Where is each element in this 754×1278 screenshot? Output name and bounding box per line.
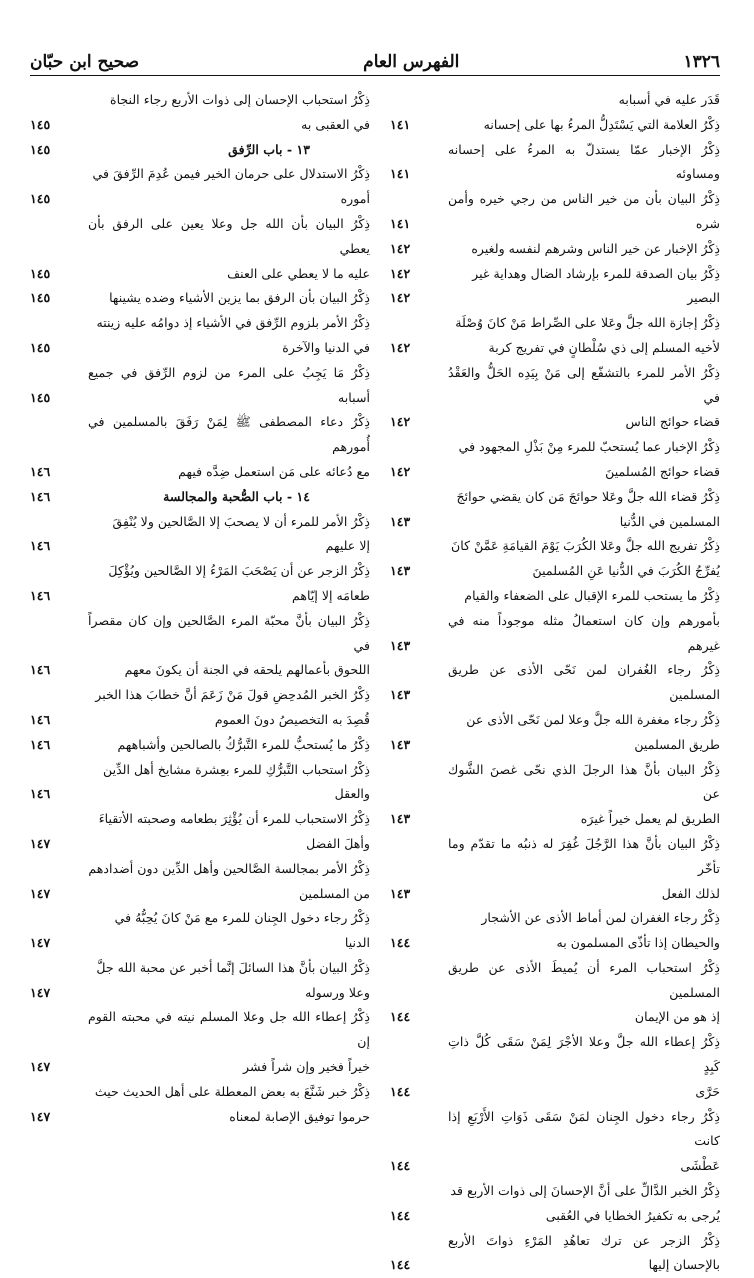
entry-page-number: ١٤٣	[390, 811, 411, 827]
entry-text: في الدنيا والآخرة	[282, 339, 370, 355]
entry-text: ذِكْرُ استحباب التَّبرُّكِ للمرء بعِشرة مشايخ أهل الدِّين	[102, 761, 370, 777]
entry-text: ذِكْرُ مَا يَجِبُ على المرء من لزوم الرِّفق في جميع أسبابه	[88, 364, 370, 405]
index-entry	[390, 584, 720, 609]
index-entry	[390, 807, 720, 832]
index-entry	[390, 1105, 720, 1155]
index-entry	[390, 559, 720, 584]
index-entry	[30, 1105, 370, 1130]
index-entry	[30, 807, 370, 832]
entry-page-number: ١٤٥	[30, 389, 51, 405]
index-entry	[390, 262, 720, 287]
index-entry	[30, 534, 370, 559]
entry-text: ذِكْرُ ما يستحب للمرء الإقبال على الضعفاء والقيام	[464, 587, 720, 603]
entry-text: ذِكْرُ الأمر بلزوم الرِّفق في الأشياء إذ دوامُه عليه زينته	[96, 315, 370, 331]
index-entry	[390, 1080, 720, 1105]
index-entry	[30, 782, 370, 807]
entry-text: في العقبى به	[301, 116, 370, 132]
book-title: صحيح ابن حبّان	[30, 52, 140, 72]
entry-text: ذِكْرُ الأمر بمجالسة الصَّالحين وأهل الدِّين دون أضدادهم	[88, 860, 370, 876]
index-entry	[390, 138, 720, 188]
index-entry	[390, 485, 720, 510]
entry-page-number: ١٤١	[390, 166, 411, 182]
index-entry	[30, 658, 370, 683]
entry-page-number: ١٤٤	[390, 1257, 411, 1273]
index-entry	[390, 410, 720, 435]
index-column-left	[30, 88, 370, 1129]
entry-text: ذِكْرُ البيان بأنَّ هذا السائلَ إنَّما أخبر عن محبة الله جلَّ	[96, 959, 370, 975]
entry-text: ذِكْرُ البيان بأن من خير الناس من رجي خيره وأمن شره	[448, 191, 720, 231]
entry-page-number: ١٤٦	[30, 711, 51, 727]
index-entry	[30, 981, 370, 1006]
index-entry	[30, 336, 370, 361]
index-entry	[390, 88, 720, 113]
index-entry	[30, 460, 370, 485]
index-entry	[390, 113, 720, 138]
entry-text: ذِكْرُ بيان الصدقة للمرء بإرشاد الضال وهداية غير	[472, 265, 720, 281]
entry-text: أموره	[340, 191, 370, 207]
index-column-right	[390, 88, 720, 1278]
entry-text: ذِكْرُ البيان بأن الرفق بما يزين الأشياء وضده يشينها	[109, 290, 370, 306]
entry-text: طعامَه إلا إيّاهم	[292, 587, 370, 603]
entry-page-number: ١٤٢	[390, 463, 411, 479]
entry-page-number: ١٤٧	[30, 984, 51, 1000]
entry-page-number: ١٤٤	[390, 1083, 411, 1099]
entry-text: طريق المسلمين	[634, 736, 720, 752]
entry-text: قُصِدَ به التخصيصُ دونَ العموم	[214, 711, 370, 727]
entry-page-number: ١٤٢	[390, 265, 411, 281]
index-entry	[30, 311, 370, 336]
entry-page-number: ١٤١	[390, 116, 411, 132]
index-entry	[30, 584, 370, 609]
entry-text: حَرَّى	[695, 1083, 720, 1099]
entry-text: ذِكْرُ دعاء المصطفى ﷺ لِمَنْ رَفَقَ بالمسلمين في أُمورهم	[88, 414, 370, 455]
entry-text: ذِكْرُ ما يُستحبُّ للمرء التَّبرُّكُ بالصالحين وأشباههم	[117, 736, 370, 752]
entry-text: ذِكْرُ رجاء مغفرة الله جلَّ وعلا لمن نَحّى الأذى عن	[466, 711, 720, 727]
entry-text: قضاء حوائج الناس	[625, 414, 720, 430]
index-entry	[390, 534, 720, 559]
index-entry	[390, 1030, 720, 1080]
entry-text: وأهلَ الفضل	[306, 835, 370, 851]
entry-text: عَطْشَى	[680, 1158, 720, 1174]
entry-page-number: ١٤٤	[390, 935, 411, 951]
entry-text: ذِكْرُ إعطاء الله جل وعلا المسلم نيته في محبته القوم إن	[88, 1009, 370, 1050]
entry-text: ذِكْرُ تفريج الله جلَّ وعَلا الكُرَبَ يَوْمَ القيامَةِ عَمَّنْ كانَ	[451, 538, 720, 554]
entry-text: قَدَر عليه في أسبابه	[618, 92, 720, 107]
entry-page-number: ١٤٣	[390, 563, 411, 579]
index-entry	[30, 187, 370, 212]
entry-text: ذِكْرُ الإخبار عما يُستحبّ للمرء مِنْ بَذْلِ المجهود في	[458, 439, 720, 455]
entry-page-number: ١٤٦	[30, 786, 51, 802]
entry-page-number: ١٤٣	[390, 736, 411, 752]
index-entry	[30, 956, 370, 981]
entry-text: عليه ما لا يعطي على العنف	[227, 265, 370, 281]
index-entry	[390, 1179, 720, 1204]
entry-page-number: ١٤٦	[30, 538, 51, 554]
entry-page-number: ١٤٥	[30, 141, 51, 157]
entry-page-number: ١٤٥	[30, 339, 51, 355]
entry-text: والعقل	[334, 786, 370, 802]
entry-text: وعلا ورسوله	[305, 984, 370, 1000]
entry-text: ذِكْرُ البيان بأنَّ هذا الرَّجُلَ غُفِرَ له ذنبُه ما تقدّم وما تأخّر	[448, 835, 720, 876]
index-entry	[390, 336, 720, 361]
section-title: الفهرس العام	[363, 52, 460, 72]
entry-text: ١٤ - باب الصُّحبة والمجالسة	[163, 488, 310, 504]
entry-page-number: ١٤٢	[390, 414, 411, 430]
entry-text: ذِكْرُ خبر شَنَّعَ به بعض المعطلة على أهل الحديث حيث	[94, 1083, 370, 1099]
entry-text: قضاء حوائج المُسلمينَ	[605, 463, 720, 479]
index-entry	[390, 931, 720, 956]
entry-text: لأخيه المسلم إلى ذي سُلْطانٍ في تفريج كربة	[488, 339, 720, 355]
entry-text: ذِكْرُ البيان بأنَّ محبّة المرء الصَّالحين وإن كان مقصراً في	[88, 612, 370, 653]
entry-page-number: ١٤٣	[390, 637, 411, 653]
entry-page-number: ١٤٣	[390, 687, 411, 703]
entry-text: المسلمين في الدُّنيا	[619, 513, 720, 529]
index-entry	[390, 510, 720, 535]
entry-text: ذِكْرُ الخبر الدَّالِّ على أنَّ الإحسانَ إلى ذوات الأربع قد	[450, 1183, 720, 1199]
entry-page-number: ١٤٧	[30, 885, 51, 901]
entry-text: ذِكْرُ الزجر عن ترك تعاهُدِ المَرْءِ ذواتَ الأربع بالإحسان إليها	[448, 1232, 720, 1273]
index-entry	[30, 832, 370, 857]
entry-text: ١٣ - باب الرِّفق	[228, 141, 310, 157]
index-entry	[390, 906, 720, 931]
index-entry	[30, 1080, 370, 1105]
index-entry	[30, 410, 370, 460]
entry-text: ذِكْرُ الإخبار عن خير الناس وشرهم لنفسه ولغيره	[471, 240, 720, 256]
entry-page-number: ١٤٤	[390, 1158, 411, 1174]
entry-page-number: ١٤٢	[390, 240, 411, 256]
index-entry	[390, 832, 720, 882]
entry-page-number: ١٤٦	[30, 587, 51, 603]
index-entry	[30, 758, 370, 783]
chapter-heading	[30, 138, 370, 163]
index-entry	[390, 609, 720, 659]
index-entry	[390, 286, 720, 311]
entry-text: خيراً فخير وإن شراً فشر	[243, 1059, 370, 1075]
index-entry	[390, 361, 720, 411]
entry-page-number: ١٤١	[390, 215, 411, 231]
page-number: ١٣٢٦	[683, 52, 720, 72]
entry-text: ذِكْرُ رجاء دخول الجِنان لمَنْ سَقَى ذَوَاتِ الأَرْبَعِ إذا كانت	[448, 1108, 720, 1149]
entry-text: ذِكْرُ إجازة الله جلَّ وعَلا على الصِّراط مَنْ كانَ وُصْلَة	[455, 315, 720, 331]
entry-page-number: ١٤٥	[30, 116, 51, 132]
header-rule	[30, 75, 720, 76]
entry-text: اللحوق بأعمالهم يلحقه في الجنة أن يكونَ معهم	[124, 662, 370, 678]
index-entry	[30, 286, 370, 311]
index-entry	[390, 311, 720, 336]
index-entry	[30, 262, 370, 287]
entry-text: ذِكْرُ رجاء الغفران لمن أماط الأذى عن الأشجار	[481, 910, 720, 926]
entry-text: ذِكْرُ العلامة التي يَسْتَدِلُّ المرءُ بها على إحسانه	[483, 116, 720, 132]
entry-page-number: ١٤٦	[30, 463, 51, 479]
entry-page-number: ١٤٢	[390, 339, 411, 355]
index-entry	[30, 162, 370, 187]
entry-text: ذِكْرُ الاستحباب للمرء أن يُؤْثِرَ بطعامه وصحبته الأتقياءَ	[98, 811, 370, 827]
entry-page-number: ١٤٦	[30, 662, 51, 678]
entry-text: ذِكْرُ رجاء دخول الجِنان للمرء مع مَنْ كانَ يُحِبُّهُ في	[114, 910, 370, 926]
entry-page-number: ١٤٥	[30, 290, 51, 306]
index-entry	[30, 361, 370, 411]
entry-text: من المسلمين	[298, 885, 370, 901]
entry-page-number: ١٤٤	[390, 1207, 411, 1223]
entry-page-number: ١٤٢	[390, 290, 411, 306]
entry-page-number: ١٤٣	[390, 885, 411, 901]
index-entry	[390, 758, 720, 808]
entry-page-number: ١٤٥	[30, 191, 51, 207]
entry-text: مع دُعائه على مَن استعمل ضِدَّه فيهم	[178, 463, 370, 479]
index-entry	[390, 733, 720, 758]
index-entry	[30, 857, 370, 882]
index-entry	[390, 882, 720, 907]
index-entry	[30, 708, 370, 733]
entry-text: ذِكْرُ رجاء الغُفران لمن نَحّى الأذى عن طريق المسلمين	[448, 662, 720, 703]
chapter-heading	[30, 485, 370, 510]
index-entry	[390, 435, 720, 460]
entry-text: ذِكْرُ الأمر للمرء بالتشفّع إلى مَنْ بِيَدِه الحَلُّ والعَقْدُ في	[448, 364, 720, 405]
entry-text: ذِكْرُ الاستدلال على حرمان الخير فيمن عُدِمَ الرِّفقَ في	[92, 166, 370, 182]
entry-text: ذِكْرُ الخبر المُدحِضِ قولَ مَنْ زَعَمَ أنَّ خطابَ هذا الخبر	[95, 687, 370, 703]
index-entry	[390, 658, 720, 708]
entry-page-number: ١٤٧	[30, 1059, 51, 1075]
entry-text: يُفرِّجُ الكُرَبَ في الدُّنيا عَنِ المُسلمينَ	[532, 563, 720, 579]
entry-page-number: ١٤٦	[30, 736, 51, 752]
entry-page-number: ١٤٧	[30, 1108, 51, 1124]
entry-text: ذِكْرُ البيان بأن الله جل وعلا يعين على الرفق بأن يعطي	[88, 215, 370, 256]
index-entry	[30, 113, 370, 138]
index-entry	[30, 931, 370, 956]
entry-text: ذِكْرُ استحباب الإحسان إلى ذوات الأربع رجاء النجاة	[109, 92, 370, 107]
index-entry	[390, 1204, 720, 1229]
entry-text: بأمورهم وإن كان استعمالُ مثله موجوداً منه في غيرهم	[448, 612, 720, 653]
entry-text: ذِكْرُ قضاء الله جلَّ وعَلا حوائجَ مَن كان يقضي حوائجَ	[456, 488, 720, 504]
index-entry	[30, 1055, 370, 1080]
index-entry	[390, 460, 720, 485]
entry-page-number: ١٤٣	[390, 513, 411, 529]
index-entry	[390, 187, 720, 237]
entry-text: ذِكْرُ إعطاء الله جلَّ وعلا الأجْرَ لِمَنْ سَقَى كُلَّ ذاتِ كَبِدٍ	[448, 1034, 720, 1075]
index-entry	[30, 683, 370, 708]
index-entry	[390, 1005, 720, 1030]
index-entry	[390, 237, 720, 262]
entry-text: إذ هو من الإيمان	[634, 1009, 720, 1025]
index-entry	[30, 559, 370, 584]
index-entry	[30, 88, 370, 113]
entry-text: حرموا توفيق الإصابة لمعناه	[229, 1108, 370, 1124]
index-entry	[30, 882, 370, 907]
entry-text: الدنيا	[344, 935, 370, 951]
entry-text: ذِكْرُ الإخبار عمّا يستدلّ به المرءُ على إحسانه ومساوئه	[448, 141, 720, 182]
entry-text: ذِكْرُ الأمر للمرء أن لا يصحبَ إلا الصَّالحين ولا يُنْفِقَ	[112, 513, 370, 529]
entry-text: ذِكْرُ الزجر عن أن يَصْحَبَ المَرْءُ إلا الصَّالحين ويُؤْكِلَ	[108, 563, 370, 579]
entry-page-number: ١٤٧	[30, 935, 51, 951]
index-entry	[30, 212, 370, 262]
entry-text: البصير	[687, 290, 720, 306]
entry-text: لذلك الفعل	[661, 885, 720, 901]
entry-page-number: ١٤٦	[30, 488, 51, 504]
page-header	[30, 46, 720, 72]
entry-page-number: ١٤٤	[390, 1009, 411, 1025]
index-entry	[390, 1154, 720, 1179]
entry-text: يُرجى به تكفيرُ الخطايا في العُقبى	[545, 1207, 720, 1223]
index-entry	[30, 510, 370, 535]
entry-text: إلا عليهم	[325, 538, 370, 554]
index-entry	[30, 1005, 370, 1055]
entry-text: ذِكْرُ البيان بأنَّ هذا الرجلَ الذي نحّى غصنَ الشَّوك عن	[448, 761, 720, 802]
index-entry	[30, 733, 370, 758]
index-entry	[30, 609, 370, 659]
index-entry	[30, 906, 370, 931]
index-entry	[390, 708, 720, 733]
entry-text: والحيطان إذا تأذّى المسلمون به	[556, 935, 720, 951]
entry-page-number: ١٤٥	[30, 265, 51, 281]
index-entry	[390, 956, 720, 1006]
entry-text: ذِكْرُ استحباب المرء أن يُميطَ الأذى عن طريق المسلمين	[448, 959, 720, 1000]
index-entry	[390, 1229, 720, 1278]
entry-text: الطريق لم يعمل خيراً غيرَه	[580, 811, 720, 827]
entry-page-number: ١٤٧	[30, 835, 51, 851]
